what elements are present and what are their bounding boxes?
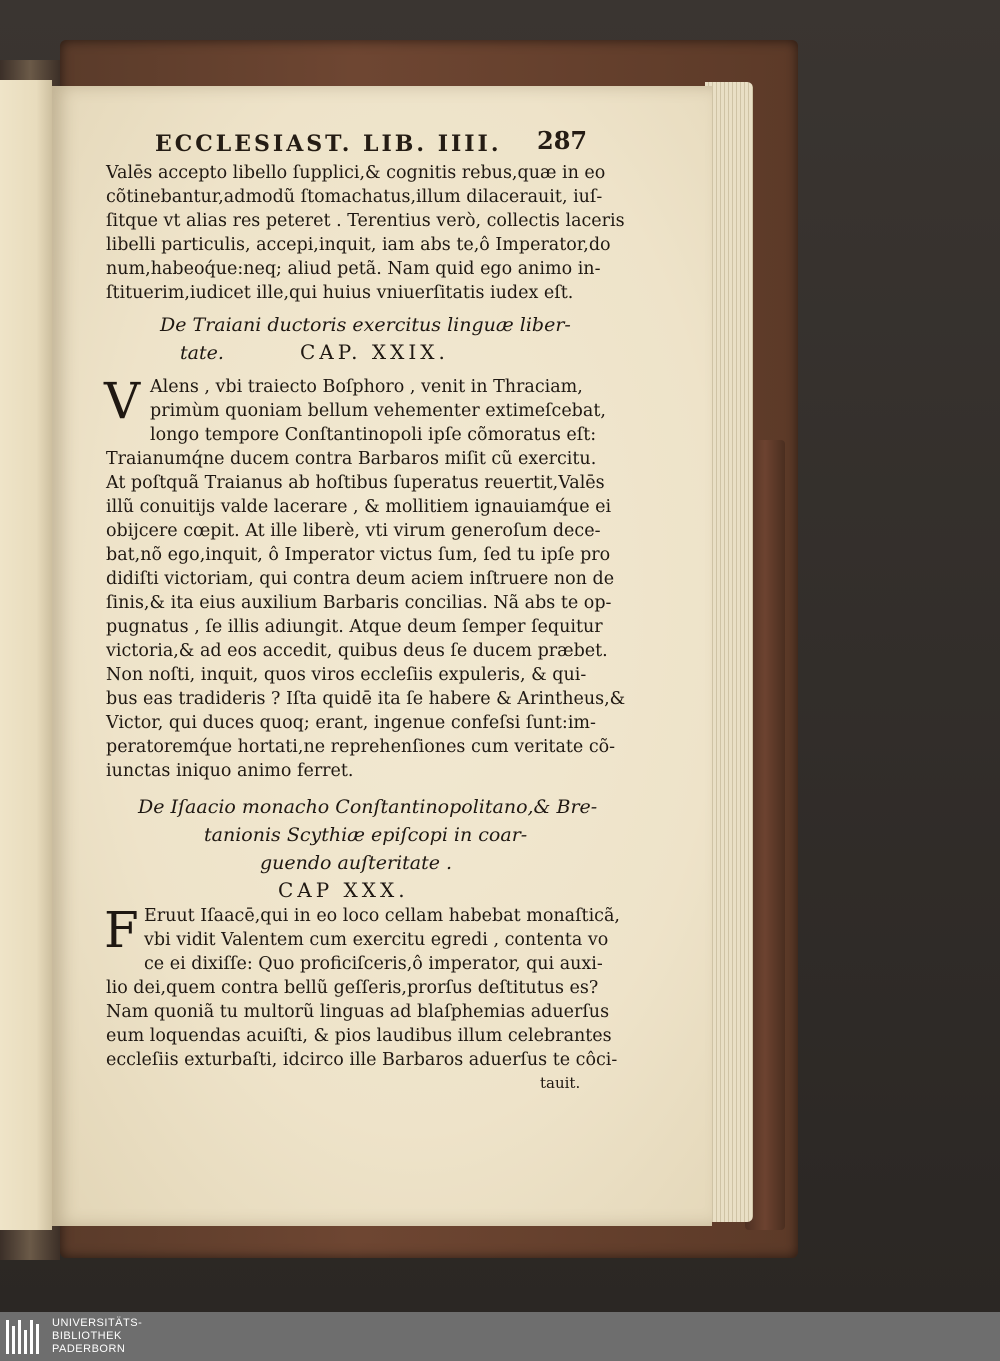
library-footer xyxy=(0,1312,1000,1361)
text-line: lio dei,quem contra bellũ geſſeris,prorſus deſtitutus es? xyxy=(106,978,599,998)
text-line: ce ei dixiſſe: Quo proficiſceris,ô imperator, qui auxi- xyxy=(144,954,603,974)
library-name-line: UNIVERSITÄTS- xyxy=(52,1317,143,1329)
catchword: tauit. xyxy=(540,1074,581,1092)
text-line: Valēs accepto libello ſupplici,& cognitis rebus,quæ in eo xyxy=(106,163,606,183)
text-line: primùm quoniam bellum vehementer extimeſcebat, xyxy=(150,401,606,421)
chapter-heading: De Traiani ductoris exercitus linguæ liber- xyxy=(160,314,571,336)
library-logo-icon xyxy=(6,1320,46,1354)
text-line: ſinis,& ita eius auxilium Barbaris concilias. Nã abs te op- xyxy=(106,593,612,613)
text-line: cõtinebantur,admodũ ſtomachatus,illum dilacerauit, iuſ- xyxy=(106,187,603,207)
text-line: Eruut Iſaacē,qui in eo loco cellam habebat monaſticã, xyxy=(144,906,620,926)
library-name xyxy=(52,1317,142,1356)
text-line: bat,nõ ego,inquit, ô Imperator victus ſum, ſed tu ipſe pro xyxy=(106,545,611,565)
left-page-edge xyxy=(0,80,52,1230)
chapter-heading: tanionis Scythiæ epiſcopi in coar- xyxy=(204,824,528,846)
library-name-line: BIBLIOTHEK xyxy=(52,1330,122,1342)
text-line: At poſtquã Traianus ab hoſtibus ſuperatus reuertit,Valēs xyxy=(106,473,605,493)
text-line: Nam quoniã tu multorũ linguas ad blaſphemias aduerſus xyxy=(106,1002,610,1022)
text-line: Alens , vbi traiecto Boſphoro , venit in Thraciam, xyxy=(150,377,583,397)
chapter-heading: De Iſaacio monacho Conſtantinopolitano,& Bre- xyxy=(138,796,598,818)
text-line: vbi vidit Valentem cum exercitu egredi , contenta vo xyxy=(144,930,609,950)
text-line: eum loquendas acuiſti, & pios laudibus illum celebrantes xyxy=(106,1026,612,1046)
text-line: ſitque vt alias res peteret . Terentius verò, collectis laceris xyxy=(106,211,625,231)
page-stack-edge xyxy=(705,82,753,1222)
text-line: victoria,& ad eos accedit, quibus deus ſe ducem præbet. xyxy=(106,641,608,661)
text-line: obijcere cœpit. At ille liberè, vti virum generoſum dece- xyxy=(106,521,601,541)
library-name-line: PADERBORN xyxy=(52,1343,126,1355)
drop-cap: F xyxy=(104,901,139,959)
text-line: iunctas iniquo animo ferret. xyxy=(106,761,354,781)
drop-cap: V xyxy=(104,372,141,430)
chapter-heading: guendo auſteritate . xyxy=(260,852,453,874)
chapter-number: CAP. XXIX. xyxy=(300,340,449,364)
text-line: bus eas tradideris ? Iſta quidē ita ſe habere & Arintheus,& xyxy=(106,689,626,709)
text-line: Traianumq́ne ducem contra Barbaros miſit cũ exercitu. xyxy=(106,449,597,469)
text-line: Victor, qui duces quoq; erant, ingenue confeſsi ſunt:im- xyxy=(106,713,596,733)
text-line: peratoremq́ue hortati,ne reprehenſiones cum veritate cõ- xyxy=(106,737,616,757)
folio-number: 287 xyxy=(537,126,588,155)
text-line: longo tempore Conſtantinopoli ipſe cõmoratus eſt: xyxy=(150,425,597,445)
text-line: eccleſiis exturbaſti, idcirco ille Barbaros aduerſus te côci- xyxy=(106,1050,618,1070)
text-line: Non noſti, inquit, quos viros eccleſiis expuleris, & qui- xyxy=(106,665,587,685)
text-line: libelli particulis, accepi,inquit, iam abs te,ô Imperator,do xyxy=(106,235,611,255)
text-line: didiſti victoriam, qui contra deum aciem inſtruere non de xyxy=(106,569,615,589)
chapter-heading: tate. xyxy=(180,342,224,364)
text-line: ſtituerim,iudicet ille,qui huius vniuerſitatis iudex eſt. xyxy=(106,283,574,303)
chapter-number: CAP XXX. xyxy=(278,878,409,902)
text-line: illũ conuitijs valde lacerare , & mollitiem ignauiamq́ue ei xyxy=(106,497,612,517)
running-head: ECCLESIAST. LIB. IIII. xyxy=(155,131,502,157)
text-line: num,habeoq́ue:neq; aliud petã. Nam quid ego animo in- xyxy=(106,259,601,279)
text-line: pugnatus , ſe illis adiungit. Atque deum ſemper ſequitur xyxy=(106,617,603,637)
